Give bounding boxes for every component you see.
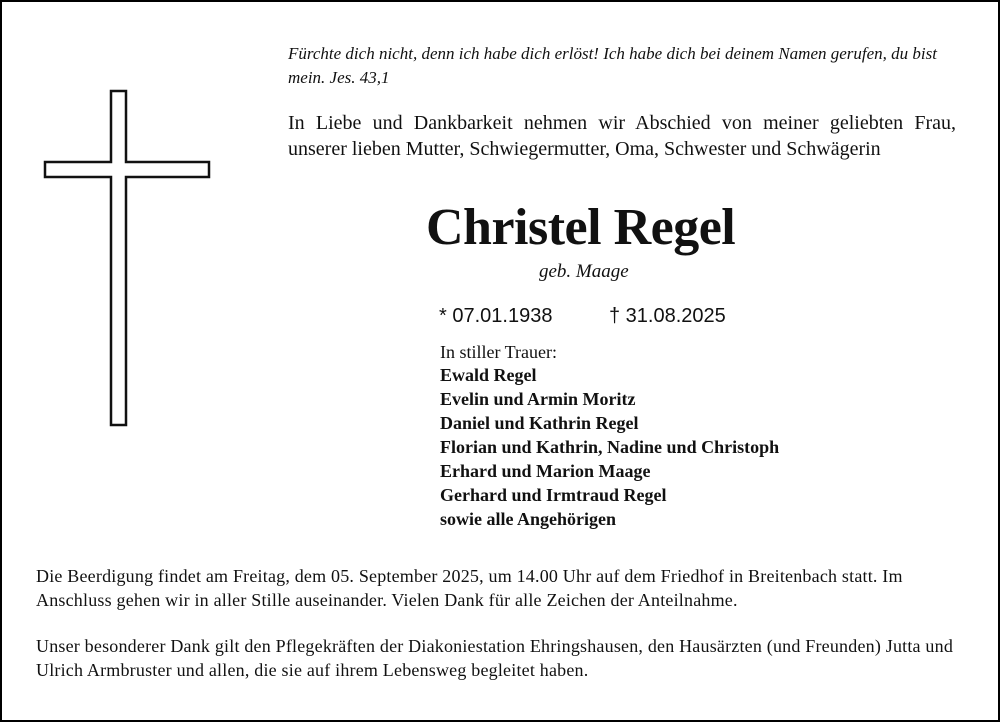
maiden-name: geb. Maage — [539, 261, 629, 282]
birth-date: * 07.01.1938 — [439, 305, 553, 327]
death-date: † 31.08.2025 — [609, 305, 726, 327]
intro-text: In Liebe und Dankbarkeit nehmen wir Abschied von meiner geliebten Frau, unserer lieben Mutter, Schwiegermutter, Oma, Schwester und Schwägerin — [288, 112, 956, 160]
mourner-name: Ewald Regel — [440, 365, 537, 385]
mourner-name: Erhard und Marion Maage — [440, 461, 651, 481]
mourner-name: Florian und Kathrin, Nadine und Christoph — [440, 437, 780, 457]
mourners-list — [440, 363, 779, 531]
mourner-name: Evelin und Armin Moritz — [440, 389, 636, 409]
deceased-name: Christel Regel — [426, 199, 736, 256]
mourner-name: Gerhard und Irmtraud Regel — [440, 485, 667, 505]
mourner-name: sowie alle Angehörigen — [440, 509, 616, 529]
mourners-label: In stiller Trauer: — [440, 342, 557, 362]
funeral-details: Die Beerdigung findet am Freitag, dem 05. September 2025, um 14.00 Uhr auf dem Friedhof in Breitenbach statt. Im Anschluss gehen wir in aller Stille auseinander. Vielen Dank für alle Zeichen der Anteilnahme. — [36, 566, 903, 610]
mourner-name: Daniel und Kathrin Regel — [440, 413, 639, 433]
cross-icon — [42, 88, 212, 428]
special-thanks: Unser besonderer Dank gilt den Pflegekräften der Diakoniestation Ehringshausen, den Hausärzten (und Freunden) Jutta und Ulrich Armbruster und allen, die sie auf ihrem Lebensweg begleitet haben. — [36, 636, 954, 680]
bible-quote: Fürchte dich nicht, denn ich habe dich erlöst! Ich habe dich bei deinem Namen gerufen, du bist mein. Jes. 43,1 — [288, 44, 937, 87]
